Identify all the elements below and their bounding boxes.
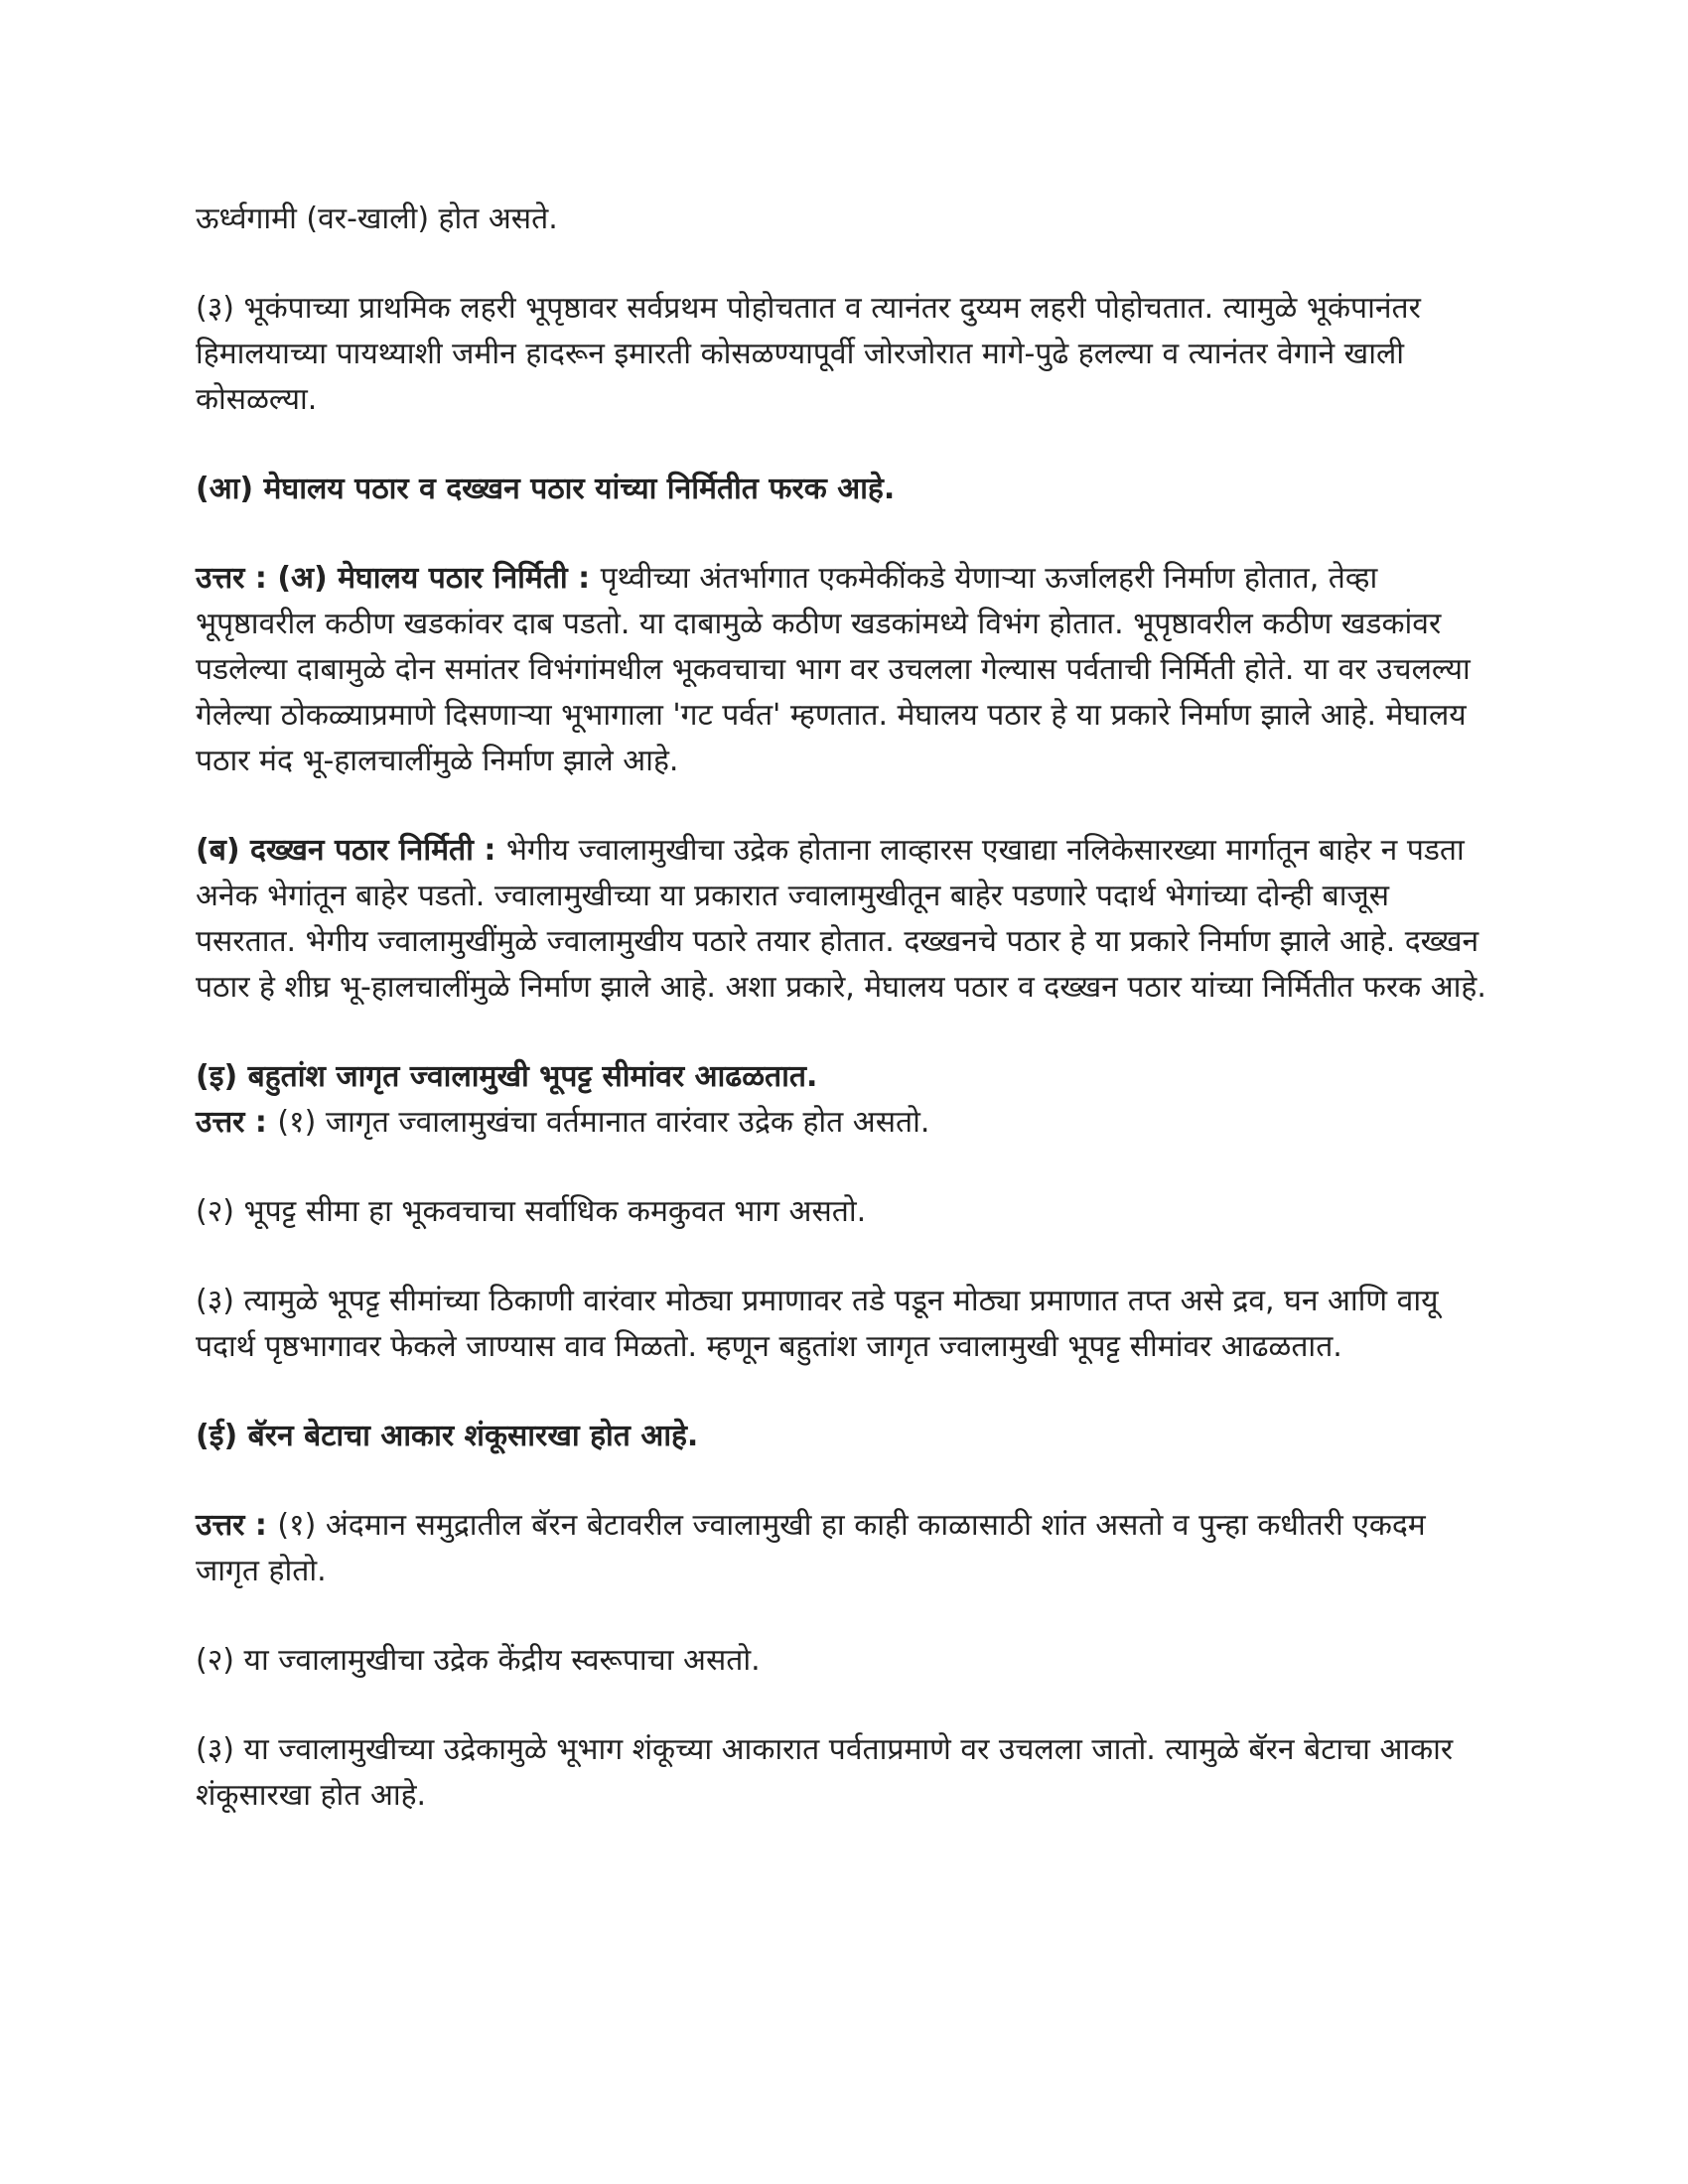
paragraph-continuation	[196, 197, 1486, 242]
paragraph-text: (३) भूकंपाच्या प्राथमिक लहरी भूपृष्ठावर सर्वप्रथम पोहोचतात व त्यानंतर दुय्यम लहरी पोहोचतात. त्यामुळे भूकंपानंतर हिमालयाच्या पायथ्याशी जमीन हादरून इमारती कोसळण्यापूर्वी जोरजोरात मागे-पुढे हलल्या व त्यानंतर वेगाने खाली कोसळल्या.	[196, 291, 1421, 417]
answer-deccan-plateau	[196, 828, 1486, 1011]
answer-lead: उत्तर :	[196, 1105, 278, 1140]
paragraph-text: (१) जागृत ज्वालामुखंचा वर्तमानात वारंवार उद्रेक होत असतो.	[277, 1105, 930, 1140]
paragraph-text: (३) त्यामुळे भूपट्ट सीमांच्या ठिकाणी वारंवार मोठ्या प्रमाणावर तडे पडून मोठ्या प्रमाणात तप्त असे द्रव, घन आणि वायू पदार्थ पृष्ठभागावर फेकले जाण्यास वाव मिळतो. म्हणून बहुतांश जागृत ज्वालामुखी भूपट्ट सीमांवर आढळतात.	[196, 1284, 1439, 1364]
answer-point-1	[196, 1100, 1486, 1146]
answer-point-1	[196, 1503, 1486, 1594]
paragraph-text: पृथ्वीच्या अंतर्भागात एकमेकींकडे येणाऱ्या ऊर्जालहरी निर्माण होतात, तेव्हा भूपृष्ठावरील कठीण खडकांवर दाब पडतो. या दाबामुळे कठीण खडकांमध्ये विभंग होतात. भूपृष्ठावरील कठीण खडकांवर पडलेल्या दाबामुळे दोन समांतर विभंगांमधील भूकवचाचा भाग वर उचलला गेल्यास पर्वताची निर्मिती होते. या वर उचलल्या गेलेल्या ठोकळ्याप्रमाणे दिसणाऱ्या भूभागाला 'गट पर्वत' म्हणतात. मेघालय पठार हे या प्रकारे निर्माण झाले आहे. मेघालय पठार मंद भू-हालचालींमुळे निर्माण झाले आहे.	[196, 561, 1471, 778]
paragraph-point-3	[196, 286, 1486, 423]
question-heading-ii: (ई) बॅरन बेटाचा आकार शंकूसारखा होत आहे.	[196, 1419, 699, 1453]
paragraph-text: ऊर्ध्वगामी (वर-खाली) होत असते.	[196, 202, 558, 236]
question-heading-aa: (आ) मेघालय पठार व दख्खन पठार यांच्या निर्मितीत फरक आहे.	[196, 472, 896, 506]
answer-lead: उत्तर :	[196, 1508, 278, 1543]
paragraph-text: भेगीय ज्वालामुखीचा उद्रेक होताना लाव्हारस एखाद्या नलिकेसारख्या मार्गातून बाहेर न पडता अनेक भेगांतून बाहेर पडतो. ज्वालामुखीच्या या प्रकारात ज्वालामुखीतून बाहेर पडणारे पदार्थ भेगांच्या दोन्ही बाजूस पसरतात. भेगीय ज्वालामुखींमुळे ज्वालामुखीय पठारे तयार होतात. दख्खनचे पठार हे या प्रकारे निर्माण झाले आहे. दख्खन पठार हे शीघ्र भू-हालचालींमुळे निर्माण झाले आहे. अशा प्रकारे, मेघालय पठार व दख्खन पठार यांच्या निर्मितीत फरक आहे.	[196, 833, 1486, 1005]
answer-lead: उत्तर : (अ) मेघालय पठार निर्मिती :	[196, 561, 601, 596]
document-page	[196, 197, 1486, 1819]
answer-point-2	[196, 1189, 1486, 1235]
answer-lead: (ब) दख्खन पठार निर्मिती :	[196, 833, 506, 868]
answer-point-3	[196, 1279, 1486, 1370]
paragraph-text: (२) या ज्वालामुखीचा उद्रेक केंद्रीय स्वरूपाचा असतो.	[196, 1643, 761, 1678]
paragraph-text: (२) भूपट्ट सीमा हा भूकवचाचा सर्वाधिक कमकुवत भाग असतो.	[196, 1194, 867, 1229]
answer-point-2	[196, 1638, 1486, 1684]
paragraph-text: (३) या ज्वालामुखीच्या उद्रेकामुळे भूभाग शंकूच्या आकारात पर्वताप्रमाणे वर उचलला जातो. त्यामुळे बॅरन बेटाचा आकार शंकूसारखा होत आहे.	[196, 1732, 1454, 1813]
paragraph-text: (१) अंदमान समुद्रातील बॅरन बेटावरील ज्वालामुखी हा काही काळासाठी शांत असतो व पुन्हा कधीतरी एकदम जागृत होतो.	[196, 1508, 1426, 1588]
answer-point-3	[196, 1727, 1486, 1819]
answer-meghalaya-plateau	[196, 556, 1486, 784]
question-heading-i: (इ) बहुतांश जागृत ज्वालामुखी भूपट्ट सीमांवर आढळतात.	[196, 1059, 818, 1094]
